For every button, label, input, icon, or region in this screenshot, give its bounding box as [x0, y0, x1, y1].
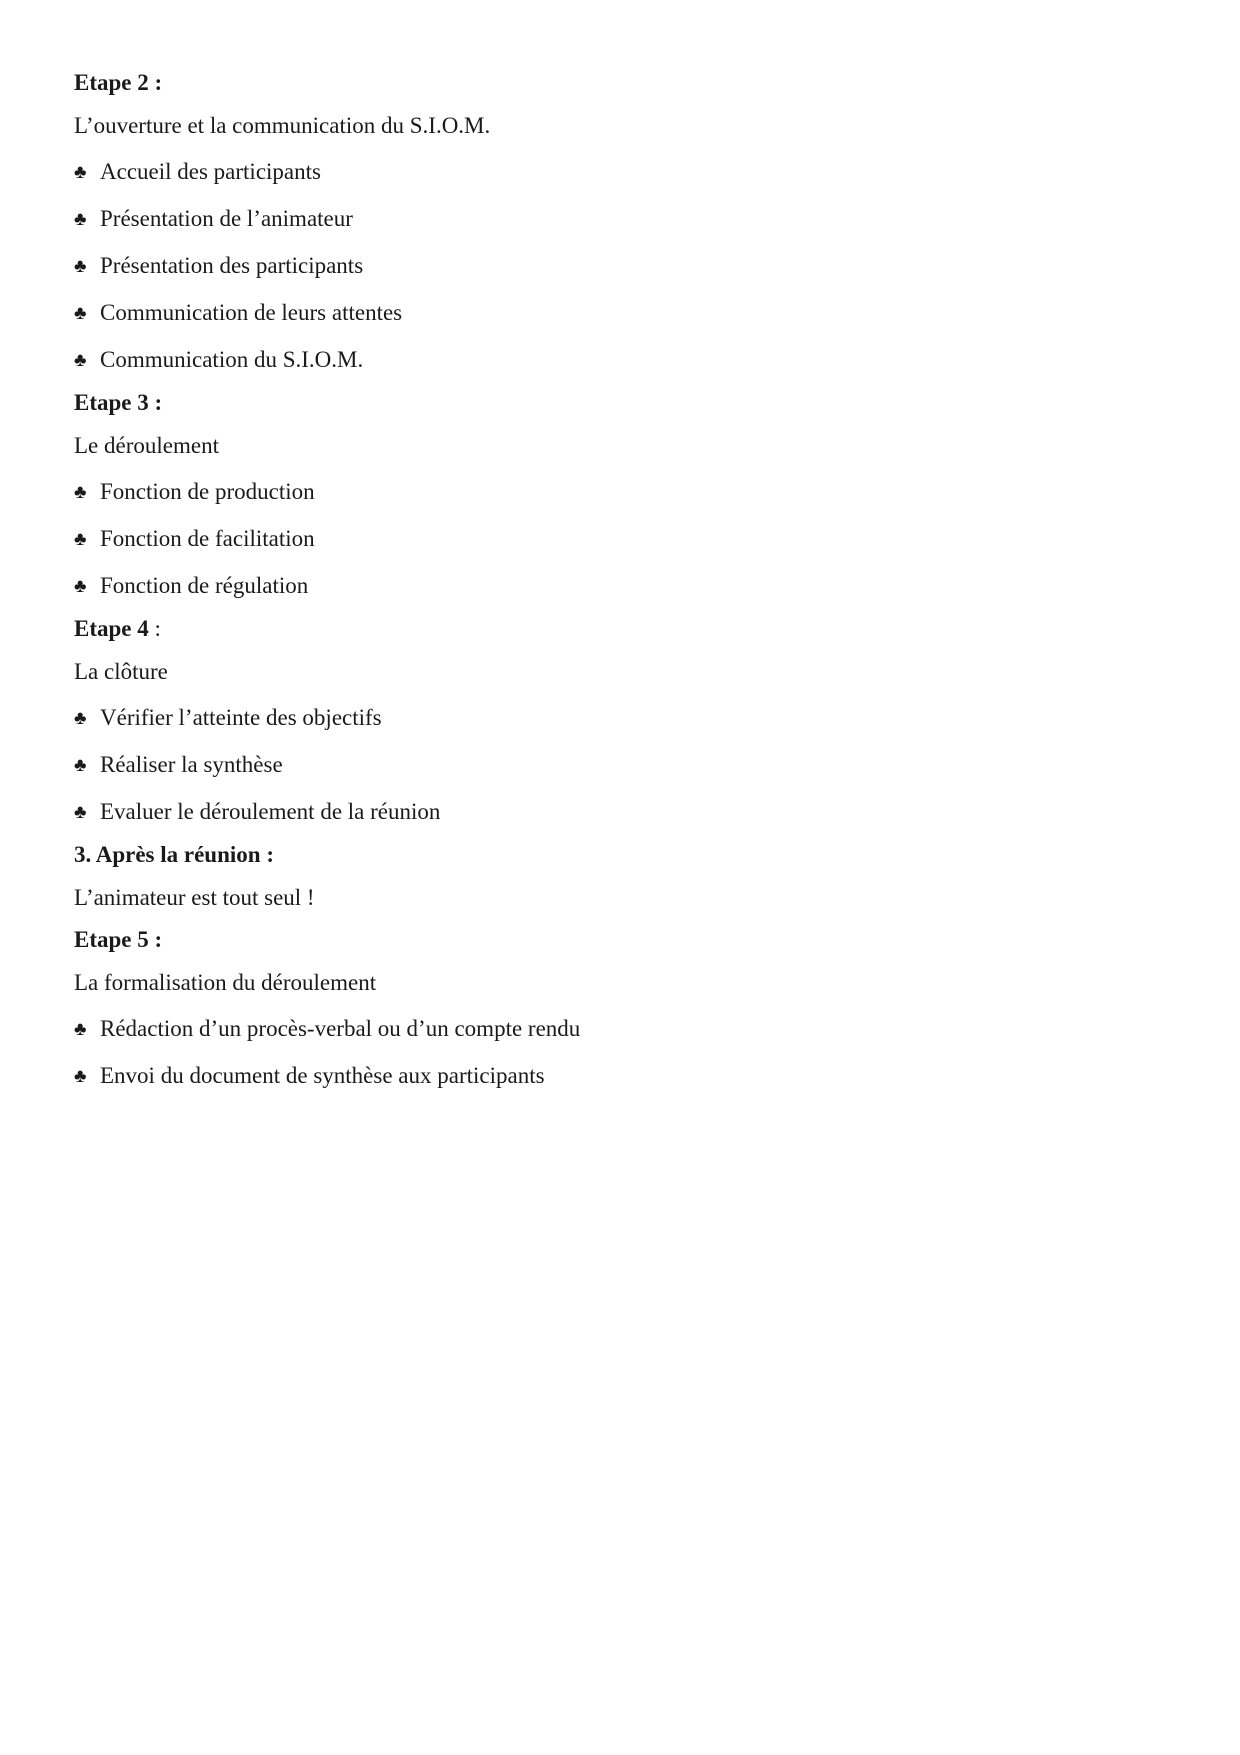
club-bullet-icon: ♣: [74, 256, 87, 277]
club-bullet-icon: ♣: [74, 1066, 87, 1087]
club-bullet-icon: ♣: [74, 482, 87, 503]
section-heading-etape-4: Etape 4 :: [74, 616, 161, 641]
club-bullet-icon: ♣: [74, 209, 87, 230]
list-item: ♣ Evaluer le déroulement de la réunion: [74, 799, 441, 824]
club-bullet-icon: ♣: [74, 350, 87, 371]
club-bullet-icon: ♣: [74, 755, 87, 776]
section-intro: La formalisation du déroulement: [74, 970, 377, 995]
list-item: ♣ Rédaction d’un procès-verbal ou d’un compte rendu: [74, 1016, 581, 1041]
section-intro: Le déroulement: [74, 433, 219, 458]
club-bullet-icon: ♣: [74, 802, 87, 823]
section-intro: L’ouverture et la communication du S.I.O.M.: [74, 113, 491, 138]
section-intro: La clôture: [74, 659, 168, 684]
list-item: ♣ Fonction de régulation: [74, 573, 309, 598]
document-page: [74, 70, 1164, 1090]
section-heading-etape-2: Etape 2 :: [74, 70, 163, 95]
list-item: ♣ Accueil des participants: [74, 159, 321, 184]
club-bullet-icon: ♣: [74, 576, 87, 597]
club-bullet-icon: ♣: [74, 162, 87, 183]
list-item: ♣ Fonction de facilitation: [74, 526, 315, 551]
list-item: ♣ Vérifier l’atteinte des objectifs: [74, 705, 382, 730]
list-item: ♣ Présentation des participants: [74, 253, 364, 278]
list-item: ♣ Communication du S.I.O.M.: [74, 347, 364, 372]
section-heading-etape-3: Etape 3 :: [74, 390, 163, 415]
list-item: ♣ Envoi du document de synthèse aux participants: [74, 1063, 545, 1088]
section-heading-etape-5: Etape 5 :: [74, 927, 163, 952]
list-item: ♣ Fonction de production: [74, 479, 315, 504]
club-bullet-icon: ♣: [74, 529, 87, 550]
section-heading-apres-reunion: 3. Après la réunion :: [74, 842, 274, 867]
club-bullet-icon: ♣: [74, 1019, 87, 1040]
list-item: ♣ Présentation de l’animateur: [74, 206, 353, 231]
club-bullet-icon: ♣: [74, 303, 87, 324]
section-intro: L’animateur est tout seul !: [74, 885, 315, 910]
club-bullet-icon: ♣: [74, 708, 87, 729]
list-item: ♣ Communication de leurs attentes: [74, 300, 403, 325]
list-item: ♣ Réaliser la synthèse: [74, 752, 283, 777]
